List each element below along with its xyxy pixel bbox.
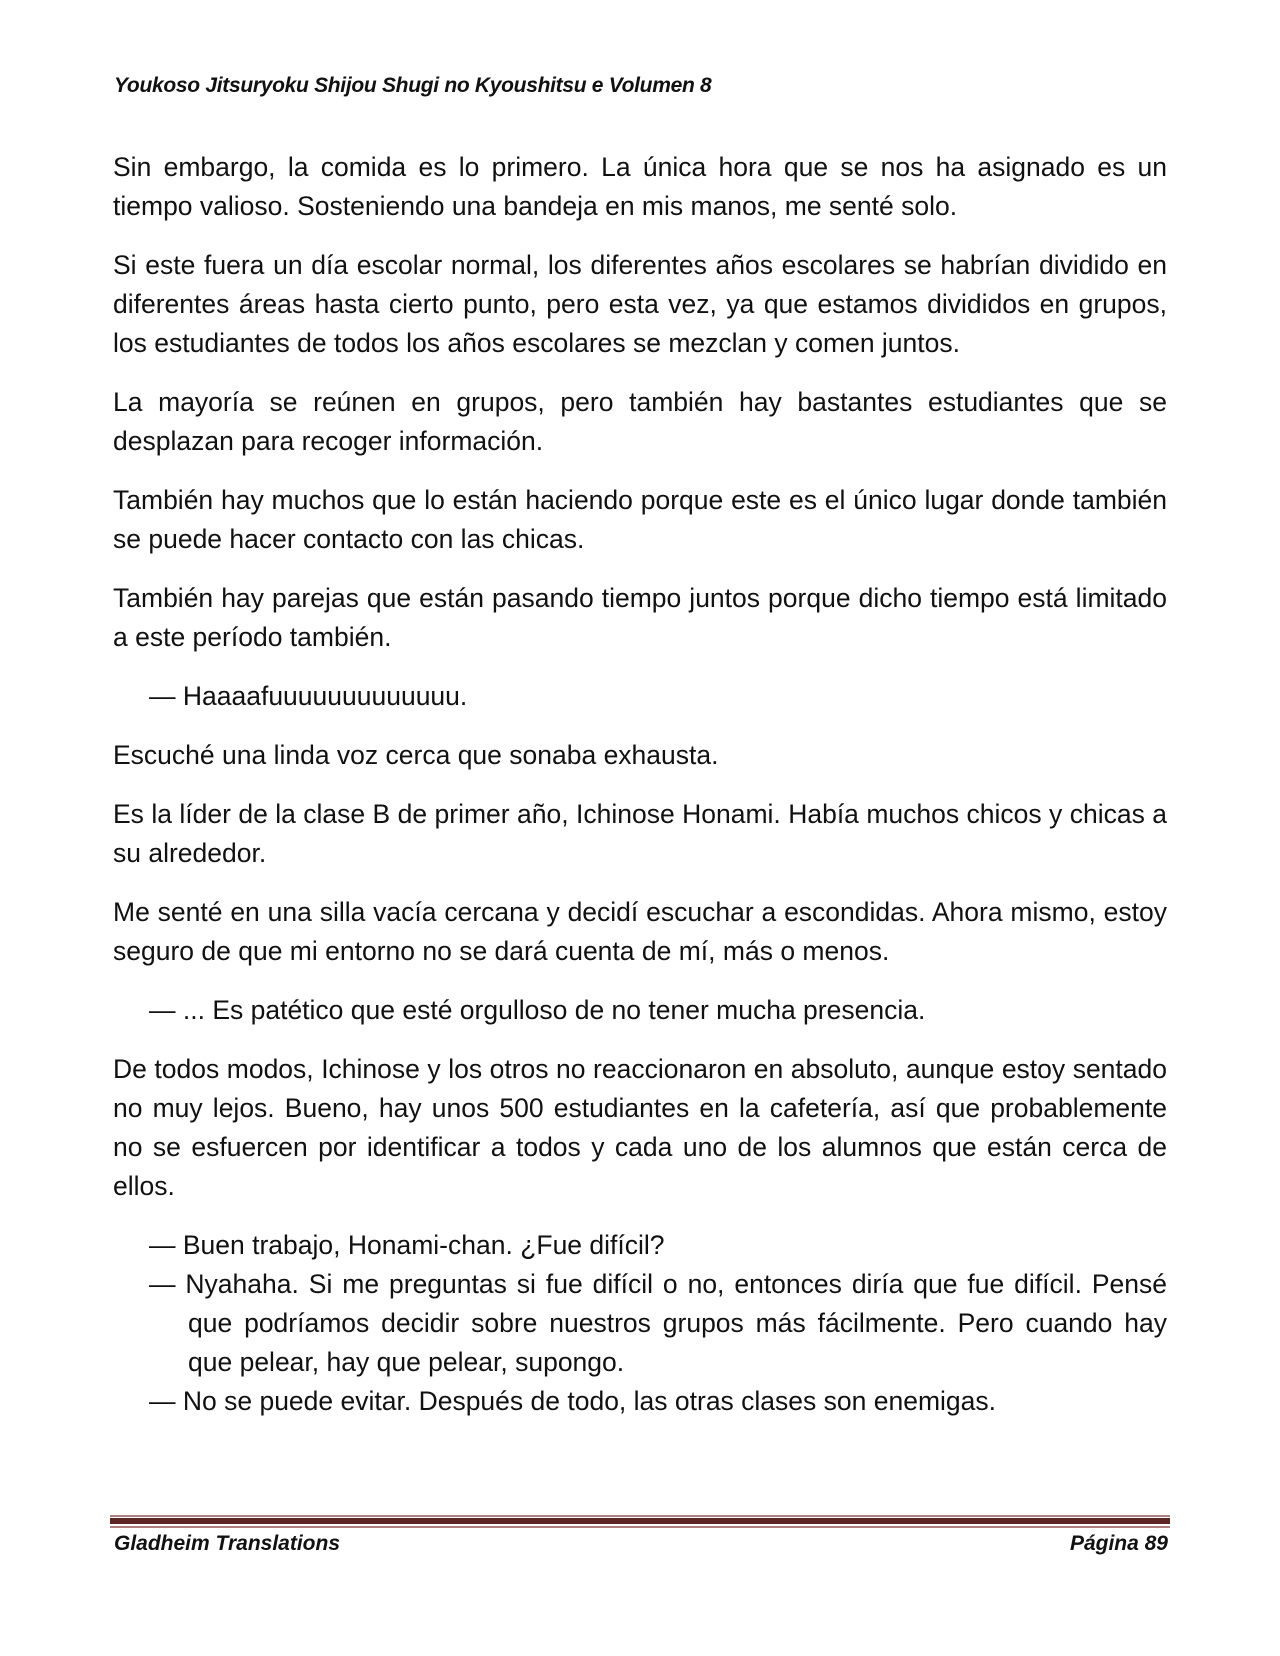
- paragraph: Sin embargo, la comida es lo primero. La única hora que se nos ha asignado es un tiempo valioso. Sosteniendo una bandeja en mis manos, me senté solo.: [113, 152, 1167, 221]
- footer-publisher: Gladheim Translations: [114, 1532, 341, 1555]
- dialogue-line: — Buen trabajo, Honami-chan. ¿Fue difícil?: [149, 1230, 665, 1260]
- footer-divider: [110, 1526, 1170, 1528]
- paragraph: Me senté en una silla vacía cercana y decidí escuchar a escondidas. Ahora mismo, estoy seguro de que mi entorno no se dará cuenta de mí, más o menos.: [113, 897, 1167, 966]
- paragraph: De todos modos, Ichinose y los otros no reaccionaron en absoluto, aunque estoy sentado no muy lejos. Bueno, hay unos 500 estudiantes en la cafetería, así que probablemente no se esfuercen por identificar a todos y cada uno de los alumnos que están cerca de ellos.: [113, 1054, 1167, 1201]
- page-header-title: Youkoso Jitsuryoku Shijou Shugi no Kyoushitsu e Volumen 8: [114, 74, 712, 97]
- paragraph: Si este fuera un día escolar normal, los diferentes años escolares se habrían dividido en diferentes áreas hasta cierto punto, pero esta vez, ya que estamos divididos en grupos, los estudiantes de todos los años escolares se mezclan y comen juntos.: [113, 250, 1167, 358]
- paragraph: La mayoría se reúnen en grupos, pero también hay bastantes estudiantes que se desplazan para recoger información.: [113, 387, 1167, 456]
- dialogue-line: — No se puede evitar. Después de todo, las otras clases son enemigas.: [149, 1386, 997, 1416]
- footer-page-number: Página 89: [1069, 1532, 1168, 1555]
- footer-divider: [110, 1515, 1170, 1517]
- paragraph: También hay parejas que están pasando tiempo juntos porque dicho tiempo está limitado a este período también.: [113, 583, 1167, 652]
- dialogue-line: — Nyahaha. Si me preguntas si fue difícil o no, entonces diría que fue difícil. Pensé que podríamos decidir sobre nuestros grupos más fácilmente. Pero cuando hay que pelear, hay que pelear, supongo.: [149, 1269, 1167, 1377]
- dialogue-group: [113, 1226, 1167, 1421]
- page-body: [113, 148, 1167, 1441]
- paragraph: Es la líder de la clase B de primer año, Ichinose Honami. Había muchos chicos y chicas a su alrededor.: [113, 799, 1167, 868]
- paragraph: También hay muchos que lo están haciendo porque este es el único lugar donde también se puede hacer contacto con las chicas.: [113, 485, 1167, 554]
- paragraph: Escuché una linda voz cerca que sonaba exhausta.: [113, 740, 719, 770]
- dialogue-line: — ... Es patético que esté orgulloso de no tener mucha presencia.: [149, 995, 926, 1025]
- dialogue-line: — Haaaafuuuuuuuuuuuuu.: [149, 681, 468, 711]
- footer-divider: [110, 1518, 1170, 1524]
